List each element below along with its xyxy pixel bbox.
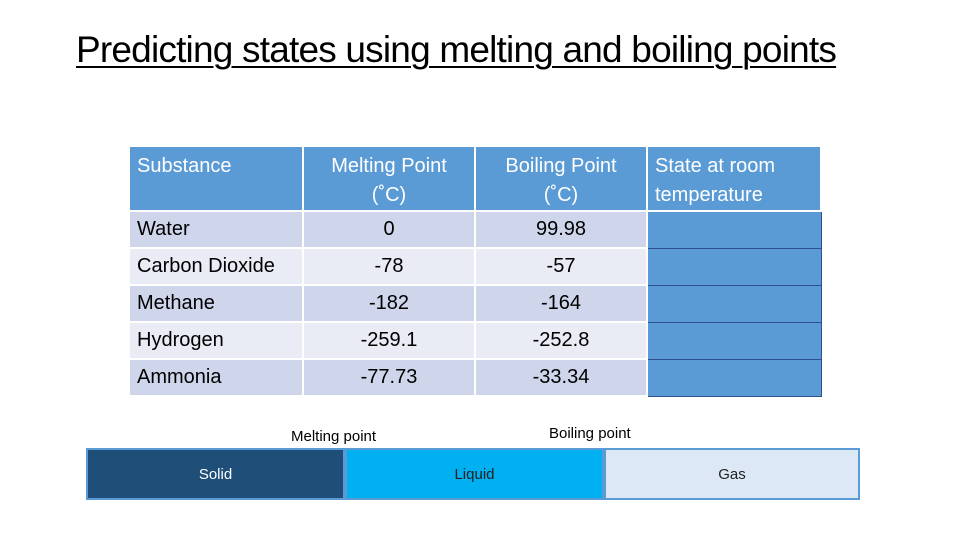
melting-point-cell: -259.1 [303,322,475,359]
header-substance [129,146,303,211]
solid-segment [86,448,345,500]
state-cell[interactable] [647,211,821,248]
header-state [647,146,821,211]
boiling-point-label: Boiling point [549,425,631,442]
substance-cell: Methane [129,285,303,322]
boiling-point-cell: 99.98 [475,211,647,248]
state-cell[interactable] [647,248,821,285]
header-boiling-point [475,146,647,211]
boiling-point-cell: -33.34 [475,359,647,396]
table-row [129,248,821,285]
liquid-label: Liquid [454,465,495,483]
liquid-segment [345,448,604,500]
melting-point-label: Melting point [291,428,377,445]
states-table [128,145,822,397]
substance-cell: Hydrogen [129,322,303,359]
table-header-row [129,146,821,211]
header-melting-point [303,146,475,211]
boiling-point-cell: -252.8 [475,322,647,359]
state-cell[interactable] [647,322,821,359]
table-row [129,359,821,396]
boiling-point-cell: -164 [475,285,647,322]
table-row [129,285,821,322]
melting-point-cell: 0 [303,211,475,248]
substance-cell: Carbon Dioxide [129,248,303,285]
solid-label: Solid [198,465,233,483]
state-cell[interactable] [647,285,821,322]
boiling-point-cell: -57 [475,248,647,285]
table-row [129,211,821,248]
header-boiling-line1: Boiling Point [505,155,617,177]
substance-cell: Ammonia [129,359,303,396]
table-row [129,322,821,359]
header-substance-label: Substance [137,155,232,177]
state-cell[interactable] [647,359,821,396]
melting-point-cell: -182 [303,285,475,322]
header-melting-line1: Melting Point [331,155,447,177]
substance-cell: Water [129,211,303,248]
header-state-line1: State at room [655,155,776,177]
page-title: Predicting states using melting and boiling points [76,29,837,70]
header-boiling-line2: (˚C) [543,184,579,206]
header-state-line2: temperature [655,184,763,206]
melting-point-cell: -77.73 [303,359,475,396]
melting-point-cell: -78 [303,248,475,285]
gas-segment [604,448,860,500]
gas-label: Gas [718,465,746,483]
header-melting-line2: (˚C) [371,184,407,206]
